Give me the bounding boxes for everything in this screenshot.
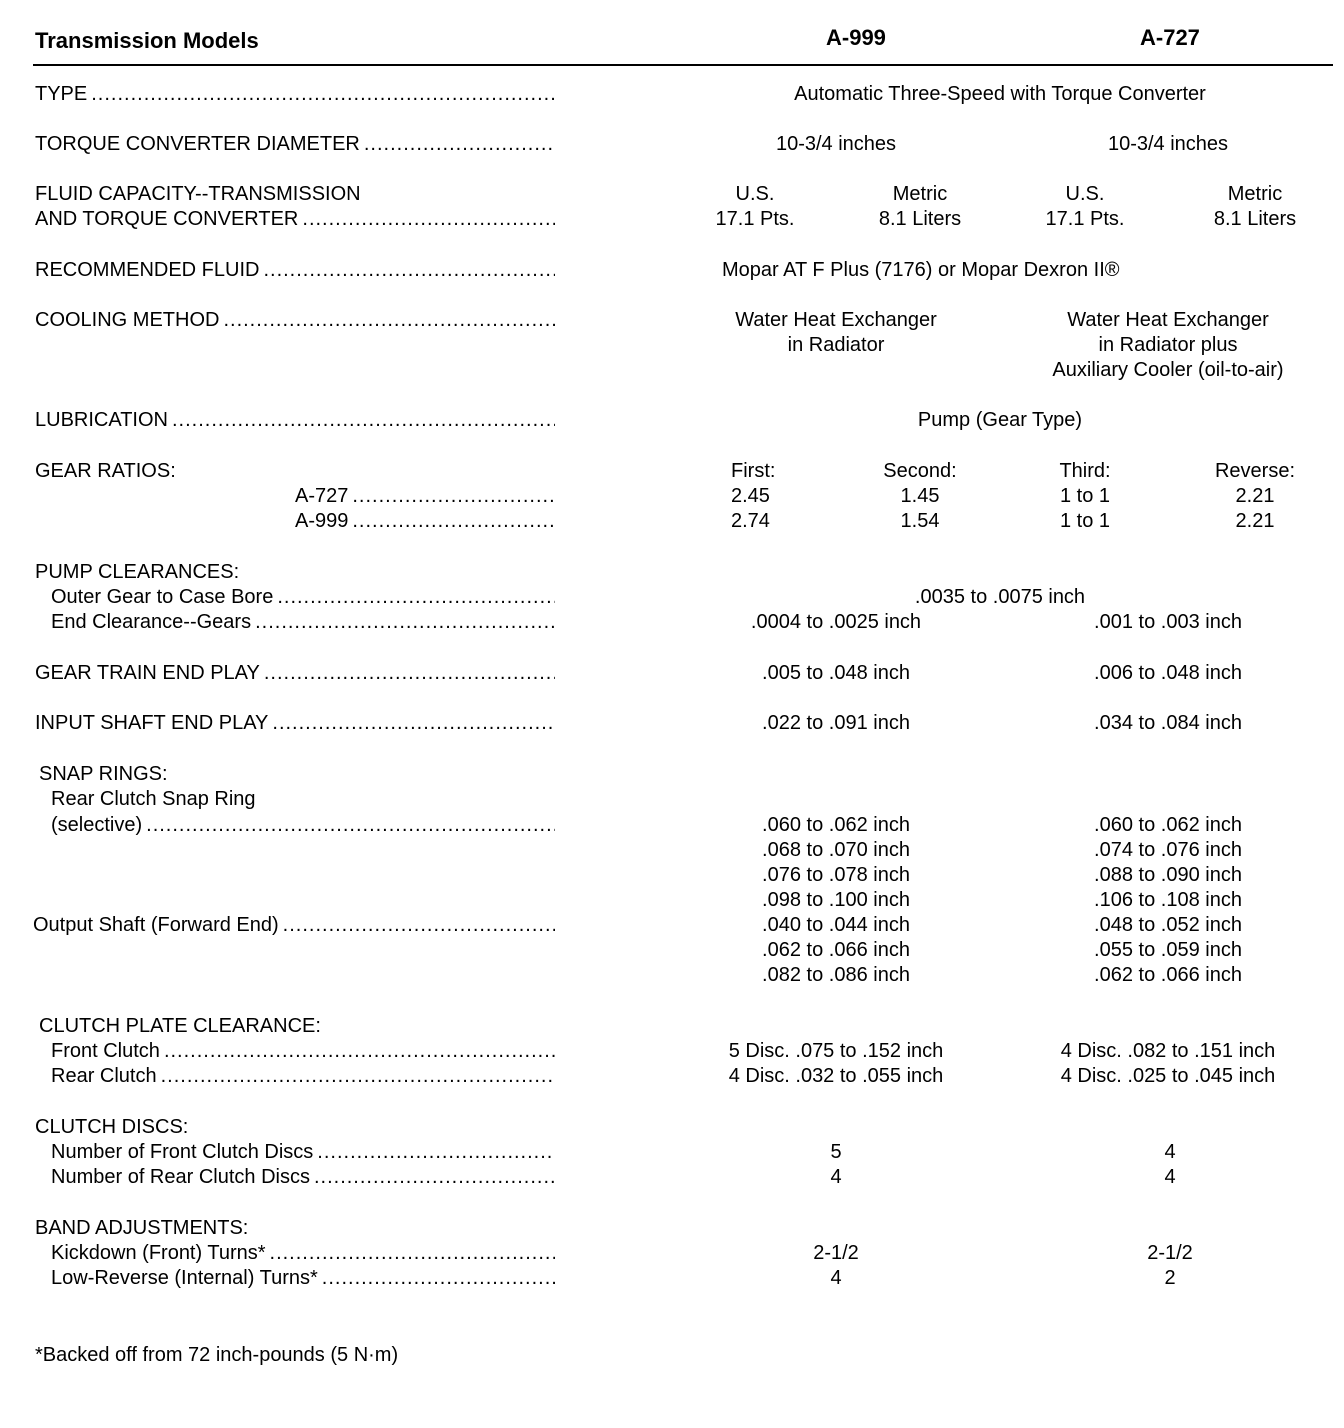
front-clutch-label: Front Clutch	[51, 1040, 160, 1062]
end-clearance-label: End Clearance--Gears	[51, 611, 252, 633]
gear-ratio-value: 2.45	[731, 485, 770, 507]
kickdown-row-label	[51, 1241, 555, 1265]
leader-dots	[277, 585, 555, 609]
leader-dots	[272, 711, 555, 735]
torque-converter-label: TORQUE CONVERTER DIAMETER	[35, 133, 360, 155]
gear-ratio-value: 1.54	[900, 510, 940, 532]
leader-dots	[164, 1039, 555, 1063]
leader-dots	[146, 813, 555, 837]
end-clearance-a999: .0004 to .0025 inch	[750, 611, 922, 633]
gear-train-end-play-label: GEAR TRAIN END PLAY	[35, 662, 260, 684]
leader-dots	[317, 1140, 555, 1164]
output-shaft-label: Output Shaft (Forward End)	[33, 914, 279, 936]
clutch-plate-clearance-label: CLUTCH PLATE CLEARANCE:	[39, 1015, 321, 1037]
snap-rings-label: SNAP RINGS:	[39, 763, 168, 785]
recommended-fluid-label: RECOMMENDED FLUID	[35, 259, 260, 281]
end-clearance-row-label	[51, 610, 555, 634]
gear-ratio-value: 2.74	[731, 510, 770, 532]
outer-gear-label: Outer Gear to Case Bore	[51, 586, 274, 608]
leader-dots	[314, 1165, 555, 1189]
gear-ratio-header-third: Third:	[1059, 460, 1111, 482]
fluid-a999-us-header: U.S.	[735, 183, 775, 205]
input-shaft-end-play-a727: .034 to .084 inch	[1094, 712, 1242, 734]
leader-dots	[283, 913, 555, 937]
leader-dots	[270, 1241, 555, 1265]
recommended-fluid-value: Mopar AT F Plus (7176) or Mopar Dexron II®	[722, 259, 1120, 281]
leader-dots	[264, 661, 555, 685]
gear-ratio-header-reverse: Reverse:	[1214, 460, 1296, 482]
fluid-a727-metric-header: Metric	[1227, 183, 1283, 205]
gear-ratio-header-first: First:	[731, 460, 776, 482]
fluid-capacity-label-line1: FLUID CAPACITY--TRANSMISSION	[35, 183, 361, 205]
rear-clutch-a999: 4 Disc. .032 to .055 inch	[728, 1065, 944, 1087]
snap-ring-a727-value: .106 to .108 inch	[1094, 889, 1242, 911]
leader-dots	[364, 132, 555, 156]
leader-dots	[322, 1266, 555, 1290]
outer-gear-row-label	[51, 585, 555, 609]
type-label: TYPE	[35, 83, 88, 105]
rear-clutch-discs-row-label	[51, 1165, 555, 1189]
front-clutch-discs-a999: 5	[830, 1141, 842, 1163]
leader-dots	[255, 610, 555, 634]
input-shaft-end-play-a999: .022 to .091 inch	[762, 712, 910, 734]
rear-clutch-discs-a727: 4	[1164, 1166, 1176, 1188]
rear-clutch-row-label	[51, 1064, 555, 1088]
header-divider	[33, 64, 1333, 66]
type-value: Automatic Three-Speed with Torque Converter	[794, 83, 1206, 105]
low-reverse-label: Low-Reverse (Internal) Turns*	[51, 1267, 318, 1289]
type-row-label	[35, 82, 555, 106]
leader-dots	[352, 484, 555, 508]
gear-ratio-model: A-999	[295, 510, 349, 532]
output-shaft-row-label	[33, 913, 555, 937]
input-shaft-end-play-row-label	[35, 711, 555, 735]
lubrication-value: Pump (Gear Type)	[917, 409, 1083, 431]
gear-train-end-play-a999: .005 to .048 inch	[762, 662, 910, 684]
band-adjustments-label: BAND ADJUSTMENTS:	[35, 1217, 249, 1239]
cooling-a727-line1: Water Heat Exchanger	[1067, 309, 1269, 331]
lubrication-label: LUBRICATION	[35, 409, 168, 431]
leader-dots	[223, 308, 555, 332]
leader-dots	[91, 82, 555, 106]
low-reverse-row-label	[51, 1266, 555, 1290]
cooling-a727-line3: Auxiliary Cooler (oil-to-air)	[1052, 359, 1284, 381]
cooling-a999-line1: Water Heat Exchanger	[735, 309, 937, 331]
gear-ratios-label: GEAR RATIOS:	[35, 460, 176, 482]
gear-ratio-value: 2.21	[1235, 510, 1275, 532]
leader-dots	[161, 1064, 555, 1088]
gear-ratio-value: 1 to 1	[1059, 485, 1111, 507]
fluid-a999-metric: 8.1 Liters	[878, 208, 962, 230]
front-clutch-discs-row-label	[51, 1140, 555, 1164]
cooling-a727-line2: in Radiator plus	[1098, 334, 1238, 356]
torque-converter-a999: 10-3/4 inches	[775, 133, 897, 155]
torque-converter-row-label	[35, 132, 555, 156]
cooling-method-label: COOLING METHOD	[35, 309, 220, 331]
snap-ring-a999-value: .076 to .078 inch	[762, 864, 910, 886]
fluid-a727-metric: 8.1 Liters	[1213, 208, 1297, 230]
column-header-a999: A-999	[826, 25, 886, 50]
front-clutch-row-label	[51, 1039, 555, 1063]
pump-clearances-label: PUMP CLEARANCES:	[35, 561, 240, 583]
fluid-a727-us: 17.1 Pts.	[1045, 208, 1125, 230]
kickdown-a727: 2-1/2	[1147, 1242, 1193, 1264]
kickdown-a999: 2-1/2	[813, 1242, 859, 1264]
front-clutch-a999: 5 Disc. .075 to .152 inch	[728, 1040, 944, 1062]
gear-ratio-value: 1 to 1	[1059, 510, 1111, 532]
gear-ratios-model-row	[295, 509, 555, 533]
fluid-a727-us-header: U.S.	[1065, 183, 1105, 205]
fluid-a999-us: 17.1 Pts.	[715, 208, 795, 230]
kickdown-label: Kickdown (Front) Turns*	[51, 1242, 266, 1264]
low-reverse-a999: 4	[830, 1267, 842, 1289]
rear-clutch-snap-ring-label-line2: (selective)	[51, 814, 143, 836]
rear-clutch-snap-ring-row-label	[51, 813, 555, 837]
outer-gear-value: .0035 to .0075 inch	[914, 586, 1086, 608]
rear-clutch-a727: 4 Disc. .025 to .045 inch	[1060, 1065, 1276, 1087]
output-shaft-a727-value: .062 to .066 inch	[1094, 964, 1242, 986]
front-clutch-a727: 4 Disc. .082 to .151 inch	[1060, 1040, 1276, 1062]
front-clutch-discs-a727: 4	[1164, 1141, 1176, 1163]
input-shaft-end-play-label: INPUT SHAFT END PLAY	[35, 712, 269, 734]
output-shaft-a999-value: .082 to .086 inch	[762, 964, 910, 986]
low-reverse-a727: 2	[1164, 1267, 1176, 1289]
table-title: Transmission Models	[35, 28, 259, 53]
snap-ring-a727-value: .060 to .062 inch	[1094, 814, 1242, 836]
rear-clutch-discs-label: Number of Rear Clutch Discs	[51, 1166, 310, 1188]
clutch-discs-label: CLUTCH DISCS:	[35, 1116, 189, 1138]
rear-clutch-discs-a999: 4	[830, 1166, 842, 1188]
column-header-a727: A-727	[1140, 25, 1200, 50]
front-clutch-discs-label: Number of Front Clutch Discs	[51, 1141, 314, 1163]
rear-clutch-snap-ring-label-line1: Rear Clutch Snap Ring	[51, 788, 256, 810]
output-shaft-a727-value: .055 to .059 inch	[1094, 939, 1242, 961]
leader-dots	[302, 207, 555, 231]
gear-ratios-model-row	[295, 484, 555, 508]
recommended-fluid-row-label	[35, 258, 555, 282]
output-shaft-a727-value: .048 to .052 inch	[1094, 914, 1242, 936]
cooling-a999-line2: in Radiator	[787, 334, 885, 356]
gear-train-end-play-a727: .006 to .048 inch	[1094, 662, 1242, 684]
fluid-capacity-label-line2: AND TORQUE CONVERTER	[35, 208, 299, 230]
leader-dots	[172, 408, 555, 432]
gear-ratio-header-second: Second:	[883, 460, 957, 482]
snap-ring-a999-value: .060 to .062 inch	[762, 814, 910, 836]
output-shaft-a999-value: .040 to .044 inch	[762, 914, 910, 936]
footnote: *Backed off from 72 inch-pounds (5 N·m)	[35, 1344, 399, 1366]
rear-clutch-label: Rear Clutch	[51, 1065, 157, 1087]
gear-ratio-model: A-727	[295, 485, 349, 507]
fluid-capacity-row-label	[35, 207, 555, 231]
gear-ratio-value: 1.45	[900, 485, 940, 507]
cooling-method-row-label	[35, 308, 555, 332]
snap-ring-a999-value: .098 to .100 inch	[762, 889, 910, 911]
snap-ring-a727-value: .074 to .076 inch	[1094, 839, 1242, 861]
torque-converter-a727: 10-3/4 inches	[1107, 133, 1229, 155]
snap-ring-a999-value: .068 to .070 inch	[762, 839, 910, 861]
output-shaft-a999-value: .062 to .066 inch	[762, 939, 910, 961]
leader-dots	[352, 509, 555, 533]
lubrication-row-label	[35, 408, 555, 432]
fluid-a999-metric-header: Metric	[892, 183, 948, 205]
snap-ring-a727-value: .088 to .090 inch	[1094, 864, 1242, 886]
gear-ratio-value: 2.21	[1235, 485, 1275, 507]
end-clearance-a727: .001 to .003 inch	[1094, 611, 1242, 633]
leader-dots	[263, 258, 555, 282]
gear-train-end-play-row-label	[35, 661, 555, 685]
